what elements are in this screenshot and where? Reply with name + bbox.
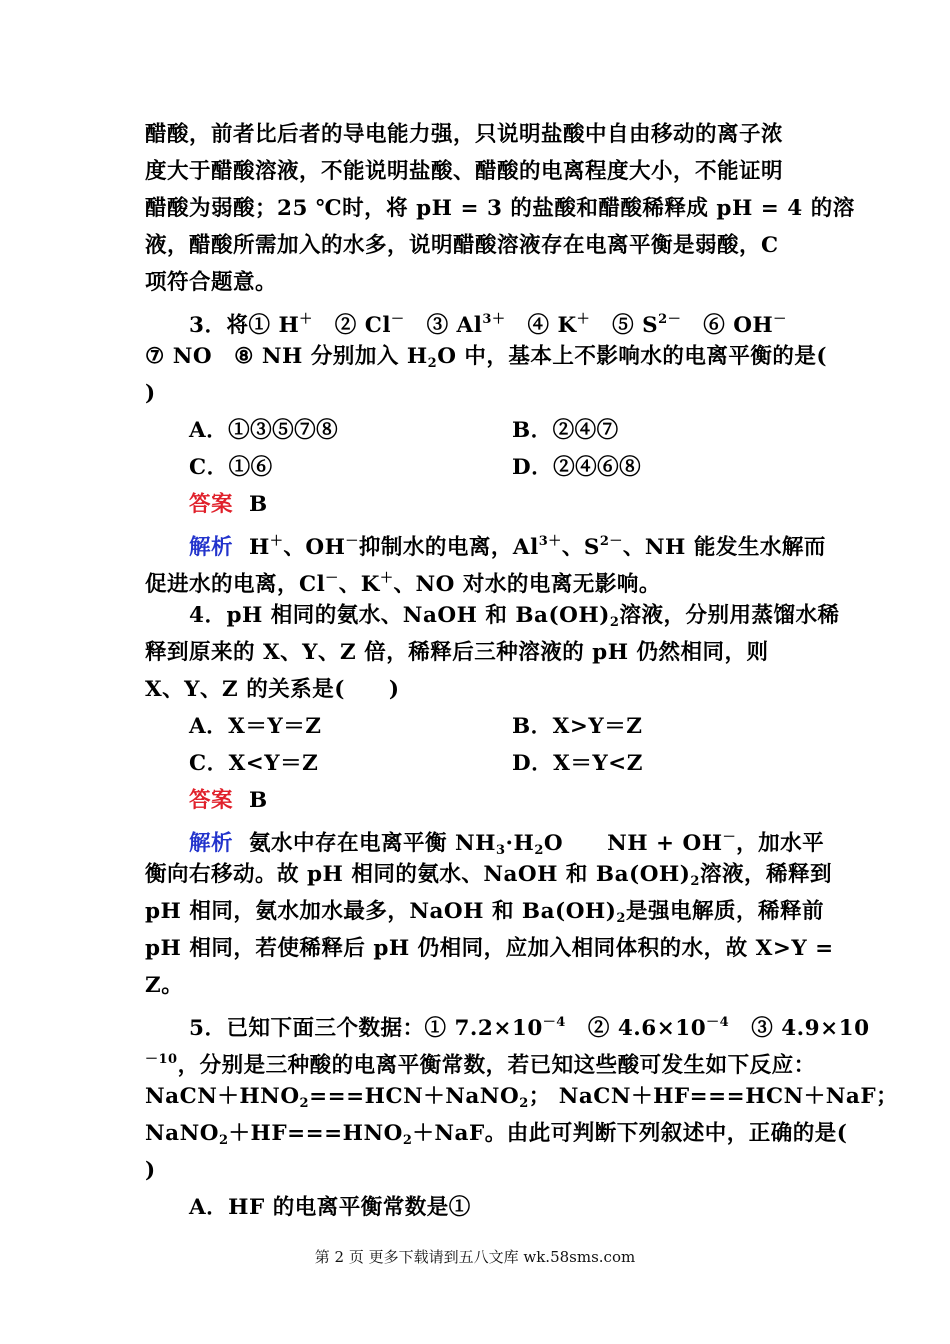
option-a: A．①③⑤⑦⑧ xyxy=(189,418,339,443)
explanation-line: pH 相同，氨水加水最多，NaOH 和 $Ba(OH)_2$是强电解质，稀释前 xyxy=(145,899,824,926)
text-line: Z。 xyxy=(145,973,184,998)
explanation-line: 解析 氨水中存在电离平衡 $NH_3\cdot H_2O$ NH + OH－，加水平 xyxy=(189,830,825,858)
question-5-line2: $^{-10}$，分别是三种酸的电离平衡常数，若已知这些酸可发生如下反应： xyxy=(145,1052,816,1078)
explanation-line: 解析 H＋、OH－抑制水的电离，$Al^{3+}$、$S^{2-}$、NH 能发生水解而 xyxy=(189,534,826,560)
option-a: A．X＝Y＝Z xyxy=(189,714,322,739)
question-3-stem-line2: ⑦ NO ⑧ NH 分别加入 $H_2O$ 中，基本上不影响水的电离平衡的是( xyxy=(145,344,828,371)
text-line: 释到原来的 X、Y、Z 倍，稀释后三种溶液的 pH 仍然相同，则 xyxy=(145,640,769,665)
option-b: B．②④⑦ xyxy=(512,418,619,443)
question-5-stem: 5．已知下面三个数据：① $7.2\times 10^{-4}$ ② $4.6\times 10^{-4}$ ③ 4.9×10 xyxy=(189,1015,870,1041)
answer-label: 答案 xyxy=(189,492,234,517)
text-line: 液，醋酸所需加入的水多，说明醋酸溶液存在电离平衡是弱酸，C xyxy=(145,233,779,258)
text-line: 醋酸为弱酸；25 ℃时，将 pH = 3 的盐酸和醋酸稀释成 pH = 4 的溶 xyxy=(145,196,855,221)
text-line: X、Y、Z 的关系是( ) xyxy=(145,677,400,702)
text-line: pH 相同，若使稀释后 pH 仍相同，应加入相同体积的水，故 X>Y = xyxy=(145,936,834,961)
option-c: C．X<Y＝Z xyxy=(189,751,319,776)
question-4-stem: 4．pH 相同的氨水、NaOH 和 $Ba(OH)_2$溶液，分别用蒸馏水稀 xyxy=(189,603,840,630)
text-line: 项符合题意。 xyxy=(145,270,278,295)
explanation-line: 衡向右移动。故 pH 相同的氨水、NaOH 和 $Ba(OH)_2$溶液，稀释到 xyxy=(145,862,832,889)
option-d: D．②④⑥⑧ xyxy=(512,455,642,480)
answer-value: B xyxy=(249,492,268,517)
option-b: B．X>Y＝Z xyxy=(512,714,643,739)
text-line: ) xyxy=(145,1158,156,1183)
answer-value: B xyxy=(249,788,268,813)
explanation-line: 促进水的电离，Cl－、K＋、NO 对水的电离无影响。 xyxy=(145,571,661,597)
option-c: C．①⑥ xyxy=(189,455,273,480)
option-d: D．X＝Y<Z xyxy=(512,751,643,776)
reaction-line: $NaNO_2+HF===HNO_2+NaF$。由此可判断下列叙述中，正确的是( xyxy=(145,1121,848,1148)
explanation-label: 解析 xyxy=(189,831,234,856)
answer-line xyxy=(189,786,268,816)
text-line: 醋酸，前者比后者的导电能力强，只说明盐酸中自由移动的离子浓 xyxy=(145,122,784,147)
question-3-stem: 3．将① H＋ ② Cl－ ③ $Al^{3+}$ ④ K＋ ⑤ $S^{2-}$ ⑥ OH－ xyxy=(189,312,787,338)
option-a: A．HF 的电离平衡常数是① xyxy=(189,1195,471,1220)
answer-line xyxy=(189,490,268,520)
explanation-label: 解析 xyxy=(189,535,234,560)
answer-label: 答案 xyxy=(189,788,234,813)
text-line: 度大于醋酸溶液，不能说明盐酸、醋酸的电离程度大小，不能证明 xyxy=(145,159,784,184)
text-line: ) xyxy=(145,381,156,406)
page-footer: 第 2 页 更多下载请到五八文库 wk.58sms.com xyxy=(314,1248,636,1266)
reaction-line: $NaCN+HNO_2===HCN+NaNO_2$； NaCN＋HF===HCN＋NaF； xyxy=(145,1084,899,1111)
